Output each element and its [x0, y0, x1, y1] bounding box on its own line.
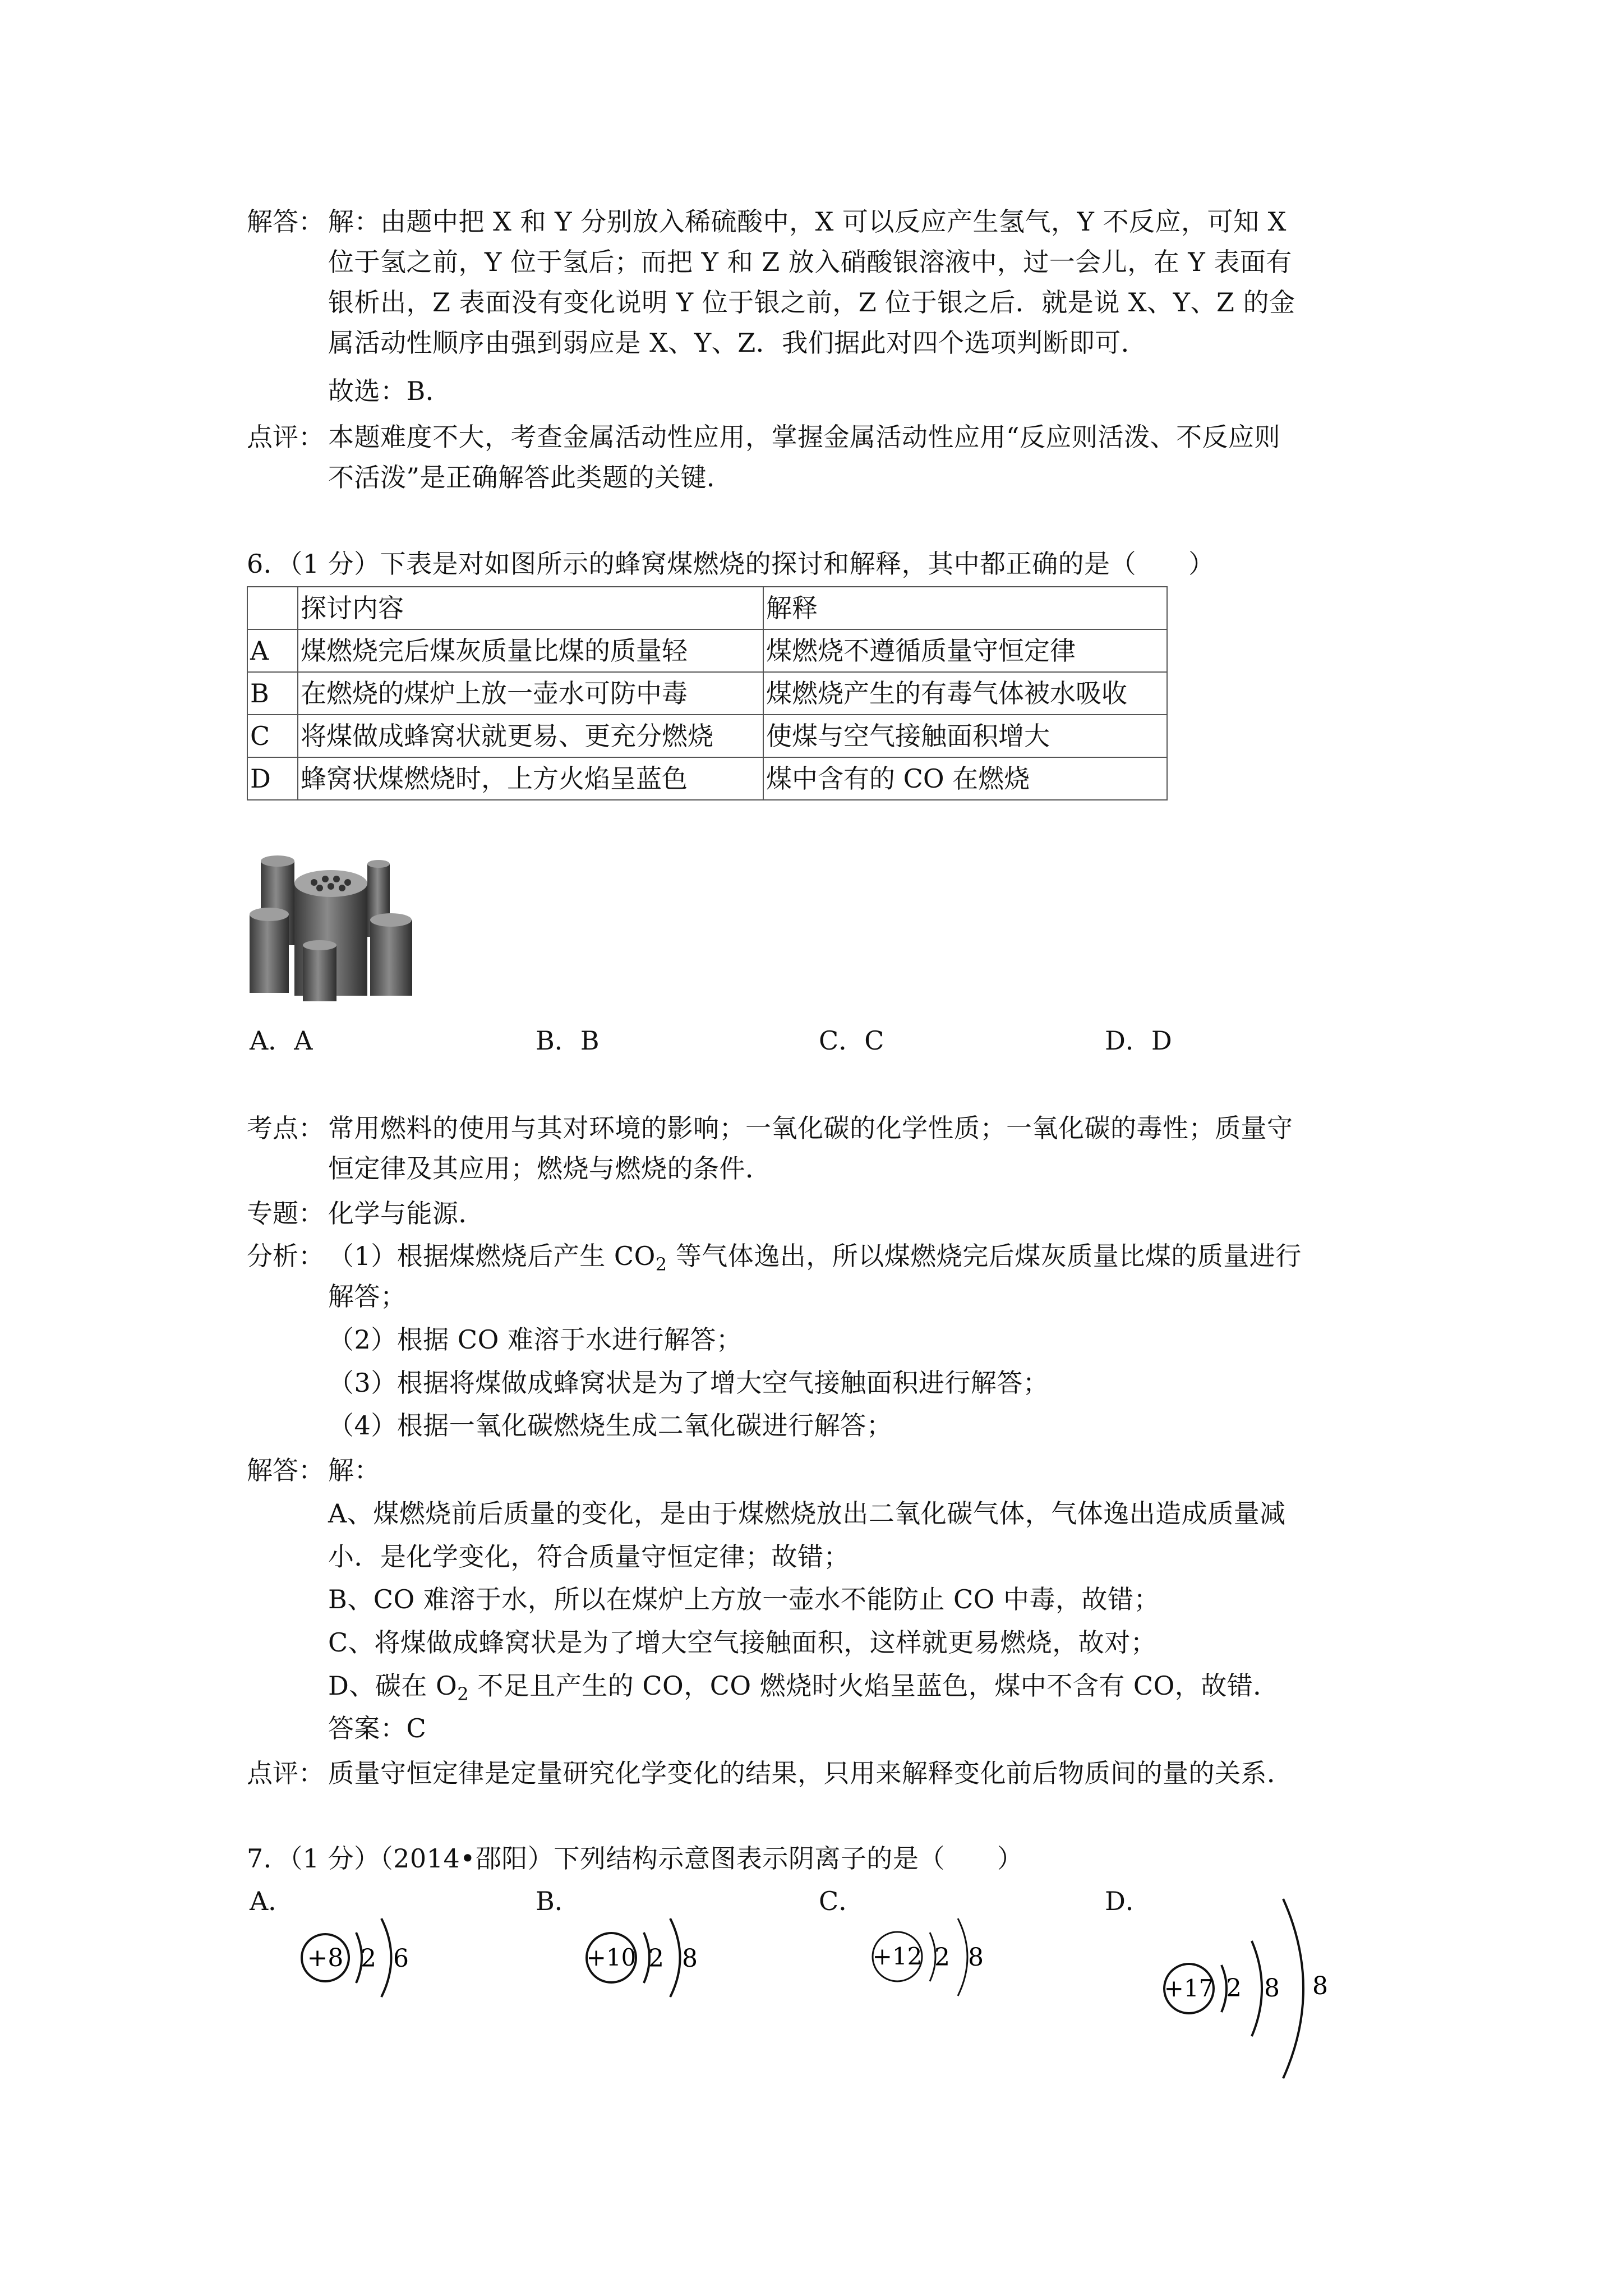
text-segment: （1）根据煤燃烧后产生 CO	[328, 1241, 656, 1271]
q6-option-d: D．D	[1105, 1025, 1172, 1056]
nucleus-charge: +12	[872, 1943, 923, 1970]
nucleus-charge: +10	[586, 1944, 637, 1971]
q6-option-c: C．C	[819, 1025, 884, 1056]
q6-jieda-first: 解：	[328, 1455, 380, 1485]
q5-answer-line: 属活动性顺序由强到弱应是 X、Y、Z．我们据此对四个选项判断即可．	[328, 328, 1147, 358]
honeycomb-coal-image	[250, 850, 418, 1004]
q6-option-b: B．B	[536, 1025, 600, 1056]
q6-table	[247, 586, 1168, 800]
table-cell: 煤燃烧完后煤灰质量比煤的质量轻	[298, 629, 763, 672]
q7-option-b-label: B．	[536, 1886, 580, 1916]
table-cell: D	[247, 757, 298, 800]
subscript: 2	[457, 1683, 469, 1705]
q7-option-a-label: A．	[250, 1886, 294, 1916]
q6-stem: 6．（1 分）下表是对如图所示的蜂窝煤燃烧的探讨和解释，其中都正确的是（ ）	[247, 549, 1215, 579]
q6-jieda-line	[328, 1667, 1279, 1713]
table-cell: 探讨内容	[298, 587, 763, 629]
table-row	[247, 629, 1167, 672]
q6-zhuanti: 化学与能源．	[328, 1198, 485, 1228]
text-segment: D、碳在 O	[328, 1671, 458, 1701]
table-cell: 煤燃烧产生的有毒气体被水吸收	[763, 672, 1167, 715]
q5-comment-line: 本题难度不大，考查金属活动性应用，掌握金属活动性应用“反应则活泼、不反应则	[328, 422, 1281, 452]
shell-electrons: 8	[1264, 1974, 1280, 2003]
q6-kaodian-line: 常用燃料的使用与其对环境的影响；一氧化碳的化学性质；一氧化碳的毒性；质量守	[328, 1113, 1293, 1143]
q5-answer-line: 银析出，Z 表面没有变化说明 Y 位于银之前，Z 位于银之后．就是说 X、Y、Z 的金	[328, 287, 1295, 318]
table-row	[247, 672, 1167, 715]
q6-comment: 质量守恒定律是定量研究化学变化的结果，只用来解释变化前后物质间的量的关系．	[328, 1758, 1293, 1788]
q5-answer-final: 故选：B．	[328, 376, 452, 406]
table-cell: 在燃烧的煤炉上放一壶水可防中毒	[298, 672, 763, 715]
q7-option-c-label: C．	[819, 1886, 865, 1916]
q6-fenxi-line: （2）根据 CO 难溶于水进行解答；	[328, 1324, 743, 1355]
table-cell: 煤燃烧不遵循质量守恒定律	[763, 629, 1167, 672]
q7-option-d-label: D．	[1105, 1886, 1151, 1916]
text-segment: 不足且产生的 CO，CO 燃烧时火焰呈蓝色，煤中不含有 CO，故错．	[469, 1671, 1279, 1701]
table-cell: 解释	[763, 587, 1167, 629]
table-cell: 将煤做成蜂窝状就更易、更充分燃烧	[298, 715, 763, 757]
table-cell: B	[247, 672, 298, 715]
nucleus-charge: +17	[1164, 1975, 1214, 2002]
table-cell	[247, 587, 298, 629]
q7-stem: 7．（1 分）（2014•邵阳）下列结构示意图表示阴离子的是（ ）	[247, 1843, 1023, 1874]
shell-electrons: 2	[1226, 1974, 1242, 2003]
nucleus-charge: +8	[307, 1944, 344, 1972]
shell-electrons: 2	[934, 1943, 950, 1972]
table-cell: 煤中含有的 CO 在燃烧	[763, 757, 1167, 800]
q5-comment-line: 不活泼”是正确解答此类题的关键．	[328, 462, 733, 493]
table-row	[247, 757, 1167, 800]
q5-comment-label: 点评：	[247, 422, 324, 452]
q6-fenxi-line	[328, 1237, 1302, 1283]
q6-jieda-answer: 答案：C	[328, 1713, 427, 1743]
table-cell: 使煤与空气接触面积增大	[763, 715, 1167, 757]
atom-structure-diagram-d	[1155, 1888, 1357, 2090]
table-row	[247, 715, 1167, 757]
text-segment: 等气体逸出，所以煤燃烧完后煤灰质量比煤的质量进行	[667, 1241, 1302, 1271]
q5-answer-line: 位于氢之前，Y 位于氢后；而把 Y 和 Z 放入硝酸银溶液中，过一会儿，在 Y 表面有	[328, 247, 1292, 277]
shell-electrons: 2	[648, 1944, 664, 1973]
table-header-row	[247, 587, 1167, 629]
q6-jieda-label: 解答：	[247, 1455, 324, 1485]
subscript: 2	[655, 1254, 667, 1276]
q6-fenxi-line: 解答；	[328, 1281, 407, 1312]
table-cell: 蜂窝状煤燃烧时，上方火焰呈蓝色	[298, 757, 763, 800]
q5-answer-label: 解答：	[247, 206, 324, 237]
q6-option-a: A．A	[250, 1025, 313, 1056]
table-cell: A	[247, 629, 298, 672]
shell-electrons: 8	[968, 1943, 984, 1972]
shell-electrons: 8	[1312, 1972, 1328, 2000]
q6-kaodian-label: 考点：	[247, 1113, 324, 1143]
atom-structure-diagram-c	[864, 1896, 1009, 2008]
q6-jieda-line: B、CO 难溶于水，所以在煤炉上方放一壶水不能防止 CO 中毒，故错；	[328, 1584, 1160, 1614]
q6-comment-label: 点评：	[247, 1758, 324, 1788]
q6-fenxi-line: （3）根据将煤做成蜂窝状是为了增大空气接触面积进行解答；	[328, 1368, 1049, 1398]
q6-jieda-line: A、煤燃烧前后质量的变化，是由于煤燃烧放出二氧化碳气体，气体逸出造成质量减	[328, 1498, 1286, 1529]
table-cell: C	[247, 715, 298, 757]
q6-zhuanti-label: 专题：	[247, 1198, 324, 1228]
q6-jieda-line: 小．是化学变化，符合质量守恒定律；故错；	[328, 1542, 850, 1572]
atom-structure-diagram-b	[578, 1896, 723, 2008]
atom-structure-diagram-a	[292, 1896, 437, 2008]
shell-electrons: 2	[361, 1944, 376, 1973]
q6-jieda-line: C、将煤做成蜂窝状是为了增大空气接触面积，这样就更易燃烧，故对；	[328, 1627, 1157, 1658]
shell-electrons: 6	[393, 1944, 409, 1973]
q6-fenxi-line: （4）根据一氧化碳燃烧生成二氧化碳进行解答；	[328, 1410, 893, 1441]
q6-kaodian-line: 恒定律及其应用；燃烧与燃烧的条件．	[328, 1153, 772, 1184]
q6-fenxi-label: 分析：	[247, 1241, 324, 1271]
shell-electrons: 8	[682, 1944, 698, 1973]
q5-answer-line: 解：由题中把 X 和 Y 分别放入稀硫酸中，X 可以反应产生氢气，Y 不反应，可知 X	[328, 206, 1287, 237]
